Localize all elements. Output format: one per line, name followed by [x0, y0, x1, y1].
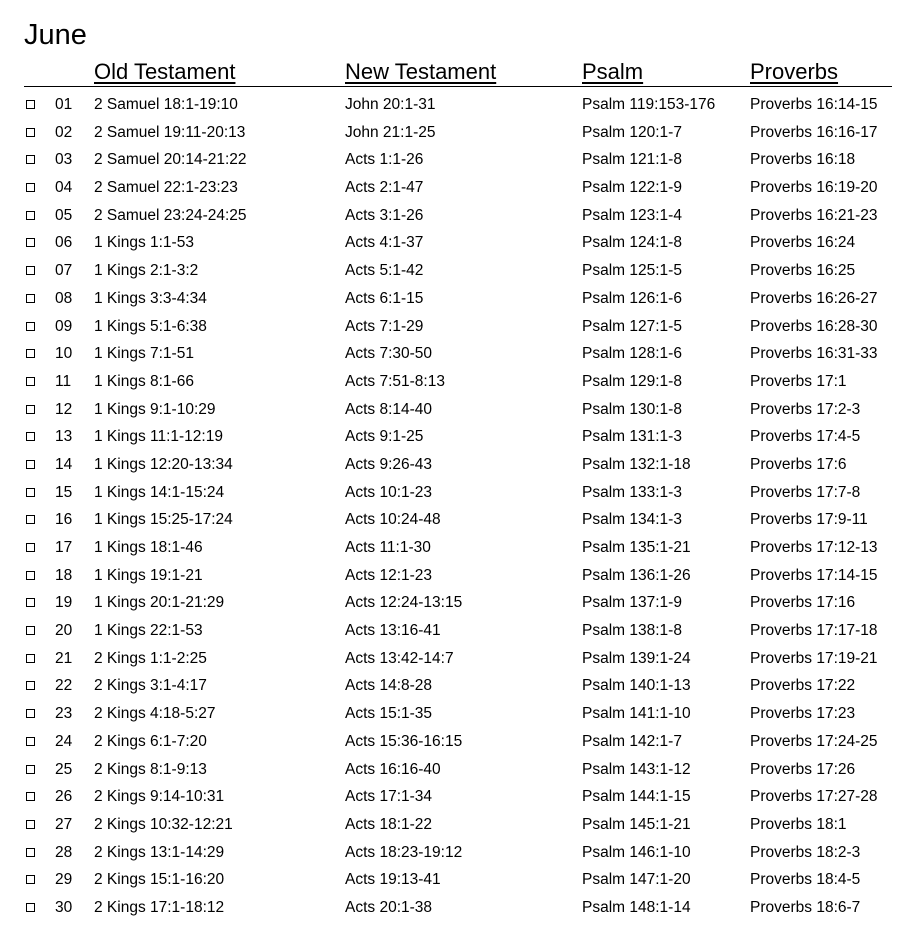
old-testament-reading: 1 Kings 2:1-3:2	[94, 262, 199, 280]
old-testament-reading: 1 Kings 15:25-17:24	[94, 511, 233, 529]
proverbs-reading: Proverbs 17:24-25	[750, 732, 878, 750]
proverbs-reading: Proverbs 17:6	[750, 455, 847, 473]
old-testament-reading: 2 Kings 4:18-5:27	[94, 705, 216, 723]
old-testament-reading: 2 Kings 9:14-10:31	[94, 788, 225, 806]
reading-row	[24, 506, 892, 534]
old-testament-reading: 1 Kings 19:1-21	[94, 566, 203, 584]
old-testament-reading: 2 Samuel 23:24-24:25	[94, 206, 247, 224]
reading-row	[24, 645, 892, 673]
checkbox[interactable]	[26, 571, 35, 580]
reading-row	[24, 257, 892, 285]
psalm-reading: Psalm 131:1-3	[582, 428, 682, 446]
new-testament-reading: Acts 11:1-30	[345, 539, 431, 556]
old-testament-reading: 1 Kings 3:3-4:34	[94, 289, 207, 307]
day-number: 17	[55, 539, 73, 556]
day-number: 26	[55, 788, 73, 806]
psalm-reading: Psalm 125:1-5	[582, 262, 682, 280]
checkbox[interactable]	[26, 820, 35, 829]
new-testament-reading: Acts 17:1-34	[345, 788, 433, 806]
new-testament-reading: Acts 18:1-22	[345, 815, 433, 833]
checkbox[interactable]	[26, 377, 35, 386]
proverbs-reading: Proverbs 17:22	[750, 677, 856, 695]
day-number: 22	[55, 677, 73, 695]
reading-row	[24, 672, 892, 700]
old-testament-reading: 2 Kings 10:32-12:21	[94, 815, 233, 833]
old-testament-reading: 1 Kings 7:1-51	[94, 345, 194, 363]
reading-row	[24, 340, 892, 368]
checkbox[interactable]	[26, 155, 35, 164]
checkbox[interactable]	[26, 238, 35, 247]
psalm-reading: Psalm 133:1-3	[582, 483, 682, 501]
proverbs-reading: Proverbs 18:4-5	[750, 871, 861, 889]
proverbs-reading: Proverbs 17:27-28	[750, 788, 878, 806]
reading-row	[24, 728, 892, 756]
old-testament-reading: 1 Kings 18:1-46	[94, 539, 203, 556]
old-testament-reading: 1 Kings 22:1-53	[94, 622, 203, 640]
old-testament-reading: 2 Samuel 19:11-20:13	[94, 123, 246, 141]
psalm-reading: Psalm 138:1-8	[582, 622, 682, 640]
proverbs-reading: Proverbs 17:1	[750, 372, 847, 390]
psalm-reading: Psalm 130:1-8	[582, 400, 682, 418]
checkbox[interactable]	[26, 543, 35, 552]
header-new-testament: New Testament	[345, 59, 497, 84]
old-testament-reading: 2 Kings 1:1-2:25	[94, 649, 207, 667]
reading-row	[24, 894, 892, 922]
checkbox[interactable]	[26, 709, 35, 718]
new-testament-reading: Acts 7:51-8:13	[345, 372, 445, 390]
checkbox[interactable]	[26, 183, 35, 192]
new-testament-reading: Acts 4:1-37	[345, 234, 424, 252]
reading-row	[24, 396, 892, 424]
new-testament-reading: Acts 15:36-16:15	[345, 732, 463, 750]
new-testament-reading: Acts 7:30-50	[345, 345, 433, 363]
reading-row	[24, 285, 892, 313]
psalm-reading: Psalm 139:1-24	[582, 649, 691, 667]
checkbox[interactable]	[26, 349, 35, 358]
proverbs-reading: Proverbs 17:9-11	[750, 511, 868, 529]
reading-row	[24, 534, 892, 562]
new-testament-reading: Acts 12:1-23	[345, 566, 433, 584]
proverbs-reading: Proverbs 16:26-27	[750, 289, 878, 307]
old-testament-reading: 2 Kings 6:1-7:20	[94, 732, 207, 750]
old-testament-reading: 1 Kings 8:1-66	[94, 372, 194, 390]
new-testament-reading: Acts 8:14-40	[345, 400, 433, 418]
old-testament-reading: 2 Kings 17:1-18:12	[94, 898, 225, 916]
day-number: 05	[55, 206, 73, 224]
old-testament-reading: 2 Kings 13:1-14:29	[94, 843, 225, 861]
reading-row	[24, 617, 892, 645]
reading-row	[24, 202, 892, 230]
proverbs-reading: Proverbs 17:17-18	[750, 622, 878, 640]
day-number: 14	[55, 455, 73, 473]
new-testament-reading: Acts 15:1-35	[345, 705, 433, 723]
new-testament-reading: Acts 20:1-38	[345, 898, 433, 916]
new-testament-reading: Acts 12:24-13:15	[345, 594, 463, 612]
old-testament-reading: 1 Kings 12:20-13:34	[94, 455, 233, 473]
proverbs-reading: Proverbs 16:19-20	[750, 179, 878, 197]
psalm-reading: Psalm 127:1-5	[582, 317, 682, 335]
day-number: 06	[55, 234, 73, 252]
psalm-reading: Psalm 140:1-13	[582, 677, 691, 695]
psalm-reading: Psalm 134:1-3	[582, 511, 682, 529]
day-number: 20	[55, 622, 73, 640]
checkbox[interactable]	[26, 848, 35, 857]
reading-row	[24, 839, 892, 867]
day-number: 07	[55, 262, 73, 280]
old-testament-reading: 1 Kings 11:1-12:19	[94, 428, 223, 446]
new-testament-reading: John 20:1-31	[345, 96, 436, 113]
checkbox[interactable]	[26, 765, 35, 774]
checkbox[interactable]	[26, 488, 35, 497]
psalm-reading: Psalm 132:1-18	[582, 455, 691, 473]
proverbs-reading: Proverbs 16:14-15	[750, 96, 878, 113]
psalm-reading: Psalm 120:1-7	[582, 123, 682, 141]
day-number: 16	[55, 511, 73, 529]
psalm-reading: Psalm 137:1-9	[582, 594, 682, 612]
checkbox[interactable]	[26, 128, 35, 137]
day-number: 18	[55, 566, 73, 584]
proverbs-reading: Proverbs 17:26	[750, 760, 856, 778]
proverbs-reading: Proverbs 17:19-21	[750, 649, 878, 667]
new-testament-reading: John 21:1-25	[345, 123, 436, 141]
new-testament-reading: Acts 14:8-28	[345, 677, 433, 695]
new-testament-reading: Acts 2:1-47	[345, 179, 424, 197]
new-testament-reading: Acts 9:1-25	[345, 428, 424, 446]
checkbox[interactable]	[26, 100, 35, 109]
new-testament-reading: Acts 7:1-29	[345, 317, 424, 335]
new-testament-reading: Acts 16:16-40	[345, 760, 441, 778]
proverbs-reading: Proverbs 16:31-33	[750, 345, 878, 363]
day-number: 24	[55, 732, 73, 750]
new-testament-reading: Acts 3:1-26	[345, 206, 424, 224]
psalm-reading: Psalm 142:1-7	[582, 732, 682, 750]
old-testament-reading: 1 Kings 14:1-15:24	[94, 483, 225, 501]
day-number: 02	[55, 123, 73, 141]
new-testament-reading: Acts 19:13-41	[345, 871, 441, 889]
day-number: 04	[55, 179, 73, 197]
day-number: 08	[55, 289, 73, 307]
new-testament-reading: Acts 13:42-14:7	[345, 649, 454, 667]
old-testament-reading: 1 Kings 5:1-6:38	[94, 317, 207, 335]
psalm-reading: Psalm 129:1-8	[582, 372, 682, 390]
psalm-reading: Psalm 135:1-21	[582, 539, 691, 556]
checkbox[interactable]	[26, 875, 35, 884]
psalm-reading: Psalm 147:1-20	[582, 871, 691, 889]
reading-row	[24, 589, 892, 617]
header-proverbs: Proverbs	[750, 59, 839, 84]
day-number: 09	[55, 317, 73, 335]
proverbs-reading: Proverbs 17:7-8	[750, 483, 861, 501]
proverbs-reading: Proverbs 16:21-23	[750, 206, 878, 224]
reading-row	[24, 866, 892, 894]
psalm-reading: Psalm 128:1-6	[582, 345, 682, 363]
day-number: 25	[55, 760, 73, 778]
reading-row	[24, 174, 892, 202]
reading-row	[24, 479, 892, 507]
reading-row	[24, 146, 892, 174]
proverbs-reading: Proverbs 17:23	[750, 705, 856, 723]
checkbox[interactable]	[26, 681, 35, 690]
reading-row	[24, 368, 892, 396]
old-testament-reading: 2 Kings 15:1-16:20	[94, 871, 225, 889]
old-testament-reading: 1 Kings 1:1-53	[94, 234, 194, 252]
psalm-reading: Psalm 146:1-10	[582, 843, 691, 861]
psalm-reading: Psalm 122:1-9	[582, 179, 682, 197]
proverbs-reading: Proverbs 17:4-5	[750, 428, 861, 446]
new-testament-reading: Acts 10:24-48	[345, 511, 441, 529]
column-header-row	[24, 58, 892, 87]
day-number: 21	[55, 649, 73, 667]
day-number: 23	[55, 705, 73, 723]
checkbox[interactable]	[26, 405, 35, 414]
new-testament-reading: Acts 18:23-19:12	[345, 843, 463, 861]
psalm-reading: Psalm 136:1-26	[582, 566, 691, 584]
proverbs-reading: Proverbs 17:14-15	[750, 566, 878, 584]
proverbs-reading: Proverbs 16:28-30	[750, 317, 878, 335]
day-number: 28	[55, 843, 73, 861]
checkbox[interactable]	[26, 654, 35, 663]
checkbox[interactable]	[26, 598, 35, 607]
proverbs-reading: Proverbs 17:2-3	[750, 400, 861, 418]
reading-row	[24, 313, 892, 341]
old-testament-reading: 2 Samuel 20:14-21:22	[94, 151, 247, 169]
proverbs-reading: Proverbs 18:6-7	[750, 898, 861, 916]
day-number: 03	[55, 151, 73, 169]
day-number: 12	[55, 400, 73, 418]
checkbox[interactable]	[26, 460, 35, 469]
day-number: 27	[55, 815, 73, 833]
reading-row	[24, 756, 892, 784]
proverbs-reading: Proverbs 16:18	[750, 151, 856, 169]
old-testament-reading: 2 Kings 3:1-4:17	[94, 677, 207, 695]
day-number: 11	[55, 372, 72, 390]
day-number: 13	[55, 428, 73, 446]
psalm-reading: Psalm 123:1-4	[582, 206, 682, 224]
psalm-reading: Psalm 124:1-8	[582, 234, 682, 252]
day-number: 15	[55, 483, 73, 501]
proverbs-reading: Proverbs 17:16	[750, 594, 856, 612]
proverbs-reading: Proverbs 18:2-3	[750, 843, 861, 861]
proverbs-reading: Proverbs 16:25	[750, 262, 856, 280]
checkbox[interactable]	[26, 515, 35, 524]
reading-row	[24, 783, 892, 811]
new-testament-reading: Acts 10:1-23	[345, 483, 433, 501]
day-number: 30	[55, 898, 73, 916]
header-old-testament: Old Testament	[94, 59, 236, 84]
new-testament-reading: Acts 1:1-26	[345, 151, 424, 169]
reading-row	[24, 451, 892, 479]
psalm-reading: Psalm 144:1-15	[582, 788, 691, 806]
proverbs-reading: Proverbs 16:16-17	[750, 123, 878, 141]
new-testament-reading: Acts 6:1-15	[345, 289, 424, 307]
checkbox[interactable]	[26, 737, 35, 746]
reading-row	[24, 423, 892, 451]
old-testament-reading: 1 Kings 9:1-10:29	[94, 400, 216, 418]
old-testament-reading: 2 Samuel 22:1-23:23	[94, 179, 238, 197]
reading-plan-list	[24, 91, 892, 922]
reading-row	[24, 229, 892, 257]
month-title: June	[24, 19, 87, 51]
reading-row	[24, 700, 892, 728]
checkbox[interactable]	[26, 903, 35, 912]
day-number: 19	[55, 594, 73, 612]
day-number: 10	[55, 345, 73, 363]
reading-row	[24, 91, 892, 119]
checkbox[interactable]	[26, 266, 35, 275]
psalm-reading: Psalm 145:1-21	[582, 815, 691, 833]
day-number: 01	[55, 96, 73, 113]
new-testament-reading: Acts 5:1-42	[345, 262, 424, 280]
old-testament-reading: 2 Kings 8:1-9:13	[94, 760, 207, 778]
checkbox[interactable]	[26, 432, 35, 441]
checkbox[interactable]	[26, 322, 35, 331]
psalm-reading: Psalm 119:153-176	[582, 96, 716, 113]
day-number: 29	[55, 871, 73, 889]
old-testament-reading: 1 Kings 20:1-21:29	[94, 594, 225, 612]
psalm-reading: Psalm 143:1-12	[582, 760, 691, 778]
old-testament-reading: 2 Samuel 18:1-19:10	[94, 96, 238, 113]
proverbs-reading: Proverbs 16:24	[750, 234, 856, 252]
checkbox[interactable]	[26, 792, 35, 801]
reading-row	[24, 562, 892, 590]
checkbox[interactable]	[26, 211, 35, 220]
proverbs-reading: Proverbs 18:1	[750, 815, 847, 833]
reading-row	[24, 811, 892, 839]
psalm-reading: Psalm 141:1-10	[582, 705, 691, 723]
new-testament-reading: Acts 9:26-43	[345, 455, 433, 473]
psalm-reading: Psalm 121:1-8	[582, 151, 682, 169]
new-testament-reading: Acts 13:16-41	[345, 622, 441, 640]
reading-row	[24, 119, 892, 147]
psalm-reading: Psalm 148:1-14	[582, 898, 691, 916]
header-psalm: Psalm	[582, 59, 644, 84]
checkbox[interactable]	[26, 626, 35, 635]
checkbox[interactable]	[26, 294, 35, 303]
psalm-reading: Psalm 126:1-6	[582, 289, 682, 307]
proverbs-reading: Proverbs 17:12-13	[750, 539, 878, 556]
